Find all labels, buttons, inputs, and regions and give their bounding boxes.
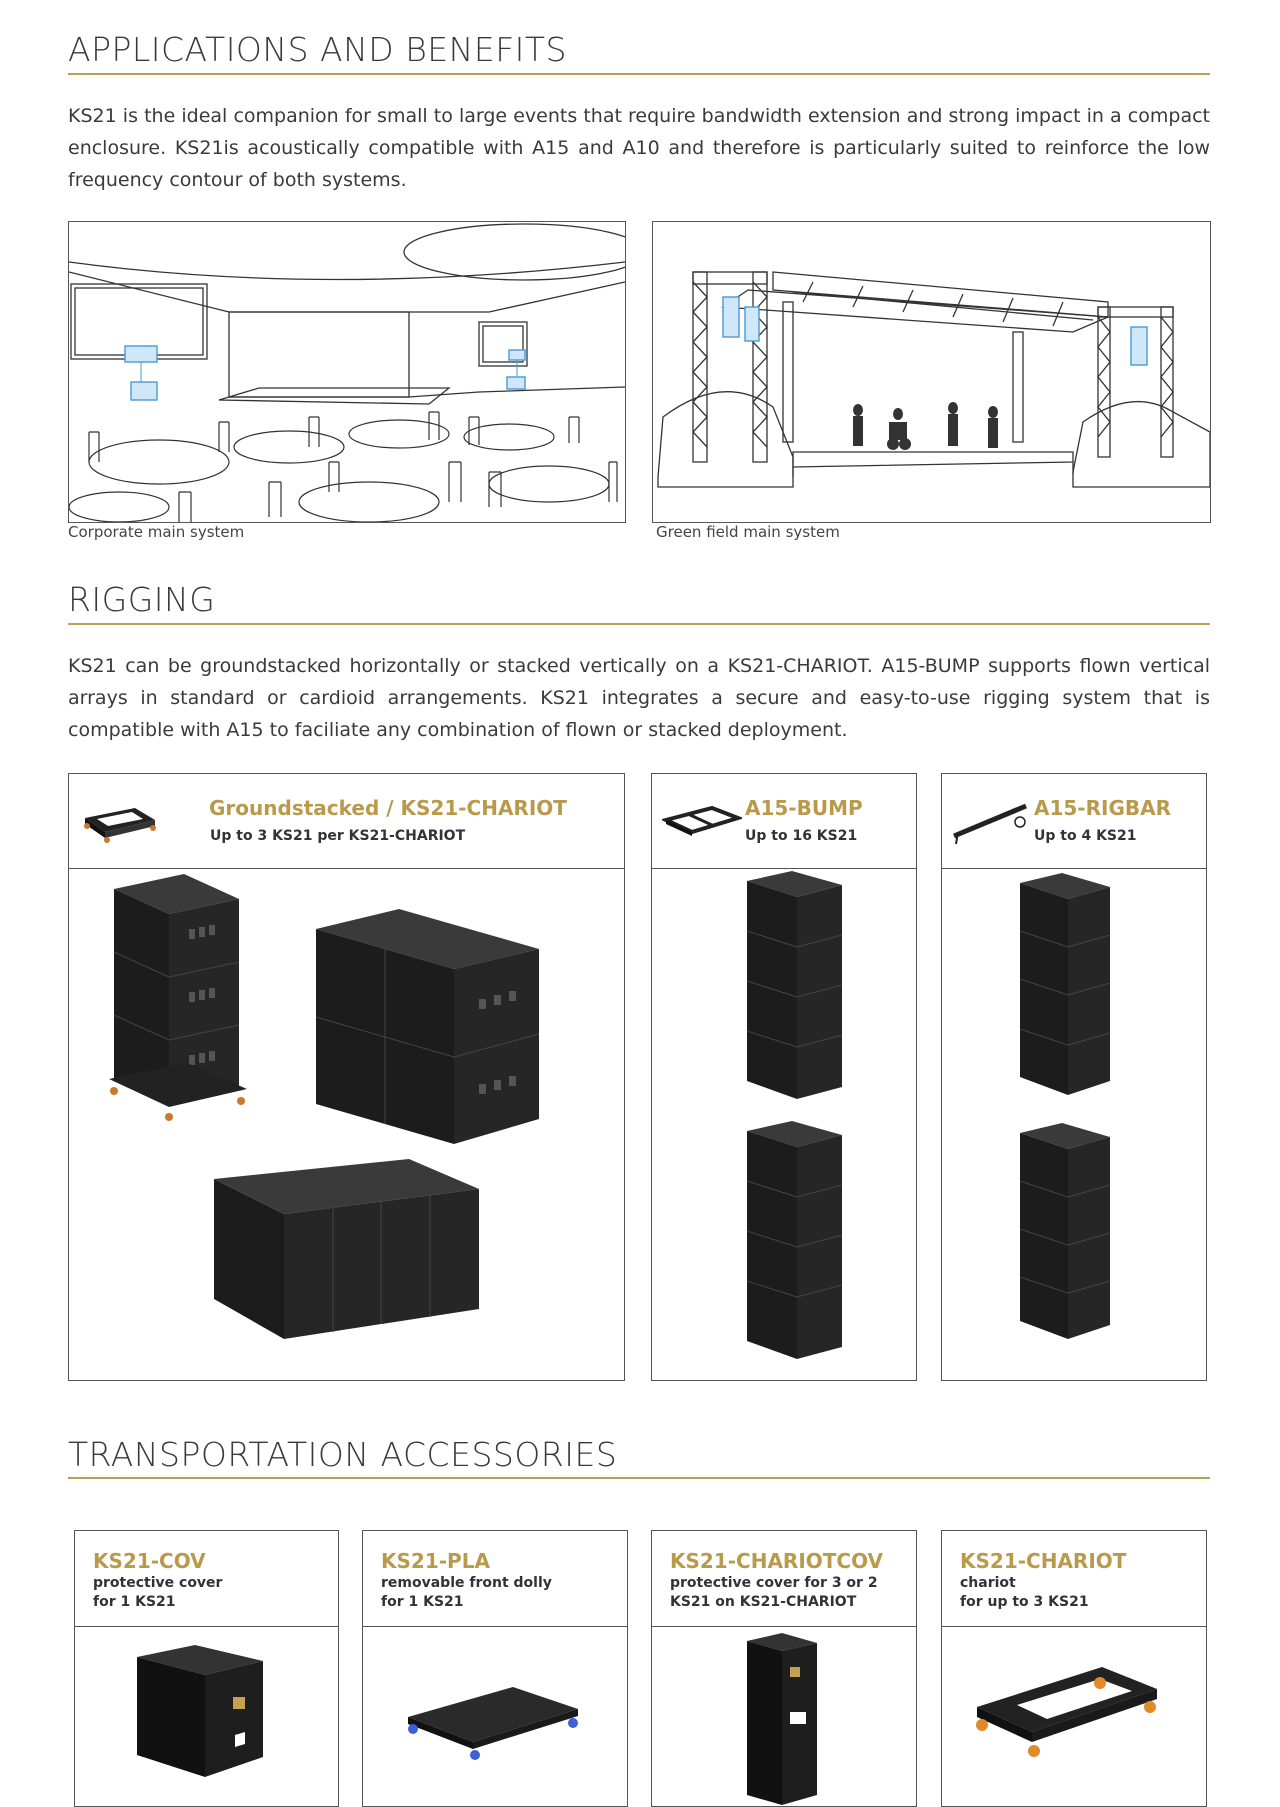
card-title: KS21-CHARIOT xyxy=(960,1549,1127,1573)
chariot-icon xyxy=(79,802,159,847)
groundstacked-illustration xyxy=(69,869,624,1381)
panel-header xyxy=(69,774,624,869)
card-line-2: for 1 KS21 xyxy=(93,1594,176,1610)
bump-icon xyxy=(662,802,742,842)
accessory-card-ks21-chariot xyxy=(941,1530,1207,1807)
heading-rule xyxy=(68,623,1210,625)
panel-subtitle: Up to 4 KS21 xyxy=(1034,828,1137,844)
section-heading-applications: APPLICATIONS AND BENEFITS xyxy=(68,30,568,69)
rigging-paragraph: KS21 can be groundstacked horizontally or stacked vertically on a KS21-CHARIOT. A15-BUMP supports flown vertical arrays in standard or cardioid arrangements. KS21 integrates a secure and easy-to-use rigging system that is compatible with A15 to faciliate any combination of flown or stacked deployment. xyxy=(68,655,1210,741)
panel-title: A15-RIGBAR xyxy=(1034,796,1171,820)
accessory-card-ks21-cov xyxy=(74,1530,339,1807)
card-line-1: chariot xyxy=(960,1575,1016,1591)
card-line-2: for up to 3 KS21 xyxy=(960,1594,1089,1610)
card-title: KS21-CHARIOTCOV xyxy=(670,1549,884,1573)
section-heading-transport: TRANSPORTATION ACCESSORIES xyxy=(68,1435,618,1474)
panel-title: Groundstacked / KS21-CHARIOT xyxy=(209,796,567,820)
card-line-1: protective cover for 3 or 2 xyxy=(670,1575,878,1591)
panel-title: A15-BUMP xyxy=(745,796,863,820)
applications-paragraph: KS21 is the ideal companion for small to large events that require bandwidth extension and strong impact in a compact enclosure. KS21is acoustically compatible with A15 and A10 and therefore is particularly suited to reinforce the low frequency contour of both systems. xyxy=(68,105,1210,191)
dolly-illustration xyxy=(363,1627,627,1807)
card-header xyxy=(652,1531,916,1627)
accessory-card-ks21-chariotcov xyxy=(651,1530,917,1807)
card-header xyxy=(942,1531,1206,1627)
corporate-illustration xyxy=(68,221,626,523)
rigging-panel-a15-rigbar xyxy=(941,773,1207,1381)
card-title: KS21-COV xyxy=(93,1549,206,1573)
rigbar-icon xyxy=(948,796,1032,846)
greenfield-caption: Green field main system xyxy=(656,523,840,541)
card-header xyxy=(75,1531,338,1627)
chariot-illustration xyxy=(942,1627,1206,1807)
panel-subtitle: Up to 16 KS21 xyxy=(745,828,858,844)
heading-rule xyxy=(68,1477,1210,1479)
panel-header xyxy=(942,774,1206,869)
rigging-panel-a15-bump xyxy=(651,773,917,1381)
rigging-panel-groundstacked xyxy=(68,773,625,1381)
accessory-card-ks21-pla xyxy=(362,1530,628,1807)
card-line-1: removable front dolly xyxy=(381,1575,552,1591)
cover-illustration xyxy=(75,1627,338,1807)
card-line-1: protective cover xyxy=(93,1575,223,1591)
section-heading-rigging: RIGGING xyxy=(68,580,216,619)
corporate-caption: Corporate main system xyxy=(68,523,245,541)
card-header xyxy=(363,1531,627,1627)
greenfield-illustration xyxy=(652,221,1211,523)
panel-header xyxy=(652,774,916,869)
card-line-2: for 1 KS21 xyxy=(381,1594,464,1610)
bump-illustration xyxy=(652,869,916,1381)
panel-subtitle: Up to 3 KS21 per KS21-CHARIOT xyxy=(210,828,466,844)
chariot-cover-illustration xyxy=(652,1627,916,1807)
card-line-2: KS21 on KS21-CHARIOT xyxy=(670,1594,857,1610)
card-title: KS21-PLA xyxy=(381,1549,490,1573)
rigbar-illustration xyxy=(942,869,1206,1381)
heading-rule xyxy=(68,73,1210,75)
